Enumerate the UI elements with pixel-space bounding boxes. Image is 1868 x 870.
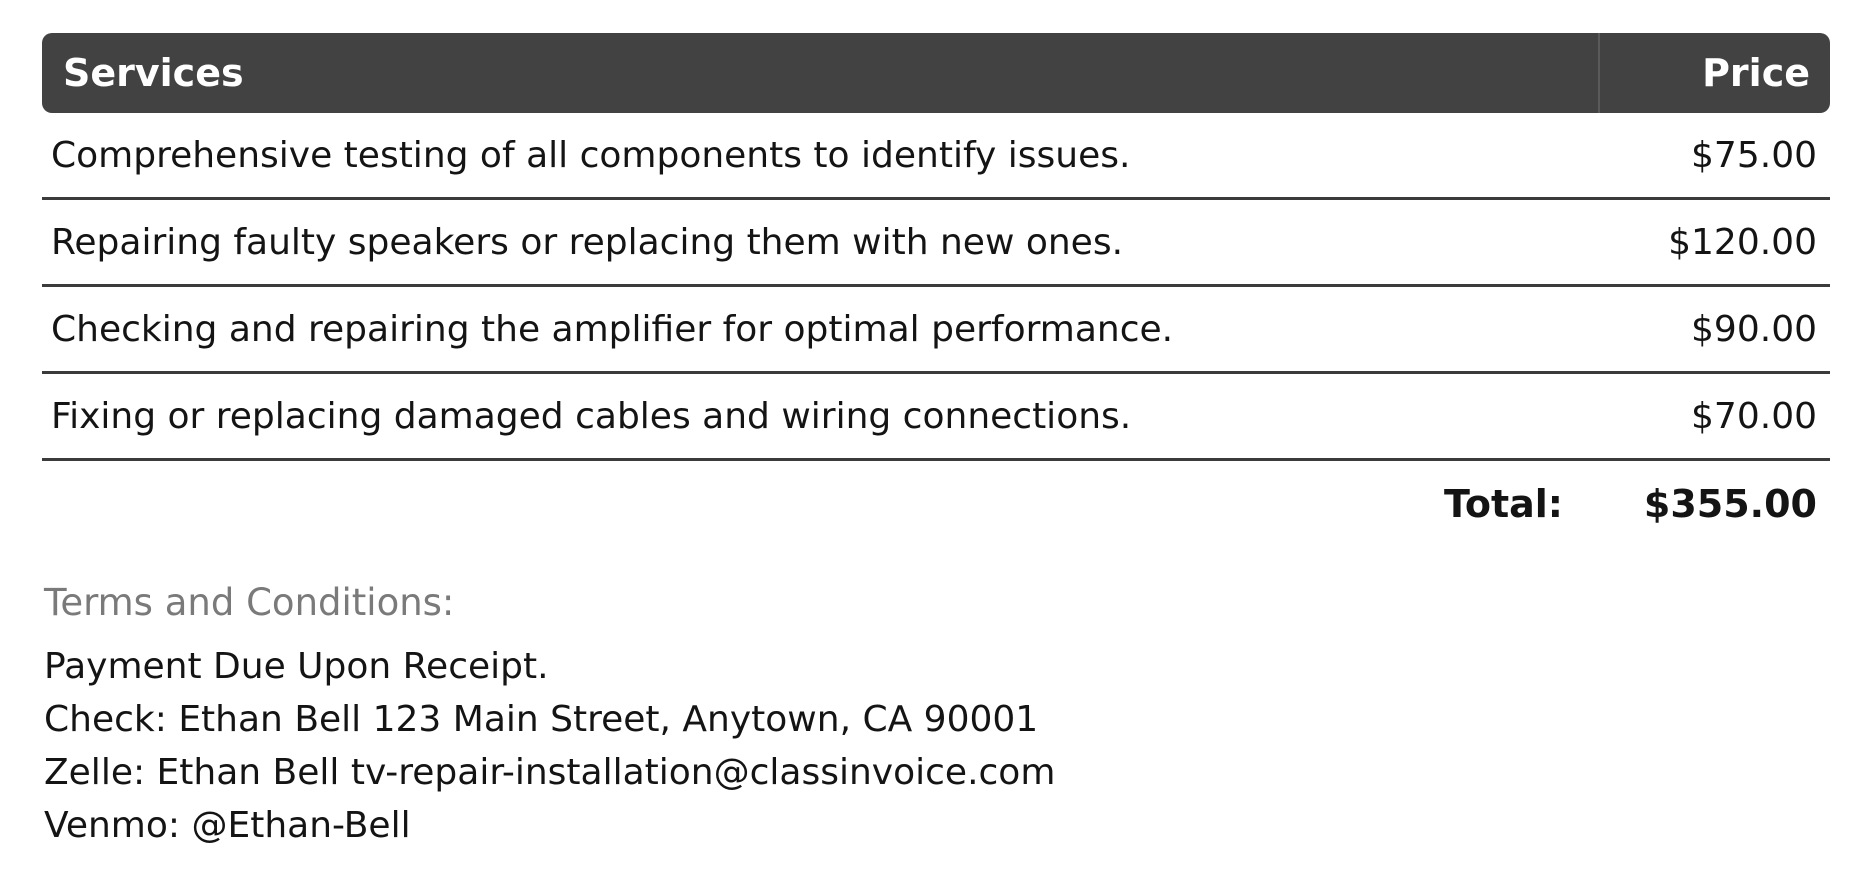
terms-line-venmo: Venmo: @Ethan-Bell [44, 805, 411, 846]
terms-line-zelle: Zelle: Ethan Bell tv-repair-installation@classinvoice.com [44, 752, 1056, 793]
service-description: Checking and repairing the amplifier for optimal performance. [51, 308, 1174, 350]
terms-heading: Terms and Conditions: [44, 581, 455, 624]
service-description: Fixing or replacing damaged cables and wiring connections. [51, 395, 1132, 437]
table-row [42, 374, 1830, 461]
total-row [42, 461, 1830, 547]
service-price: $90.00 [1691, 308, 1817, 350]
table-row [42, 113, 1830, 200]
service-price: $120.00 [1668, 221, 1817, 263]
terms-line-check: Check: Ethan Bell 123 Main Street, Anytown, CA 90001 [44, 699, 1039, 740]
service-price: $70.00 [1691, 395, 1817, 437]
service-price: $75.00 [1691, 134, 1817, 176]
service-description: Comprehensive testing of all components to identify issues. [51, 134, 1131, 176]
total-amount: $355.00 [1643, 482, 1817, 526]
column-header-price: Price [1702, 51, 1810, 95]
total-label: Total: [1443, 482, 1563, 526]
services-table [42, 33, 1830, 547]
table-row [42, 200, 1830, 287]
terms-line-payment-due: Payment Due Upon Receipt. [44, 646, 549, 687]
service-description: Repairing faulty speakers or replacing them with new ones. [51, 221, 1124, 263]
column-header-services: Services [42, 33, 1600, 113]
terms-and-conditions-section [44, 578, 1444, 852]
table-row [42, 287, 1830, 374]
table-header-row [42, 33, 1830, 113]
